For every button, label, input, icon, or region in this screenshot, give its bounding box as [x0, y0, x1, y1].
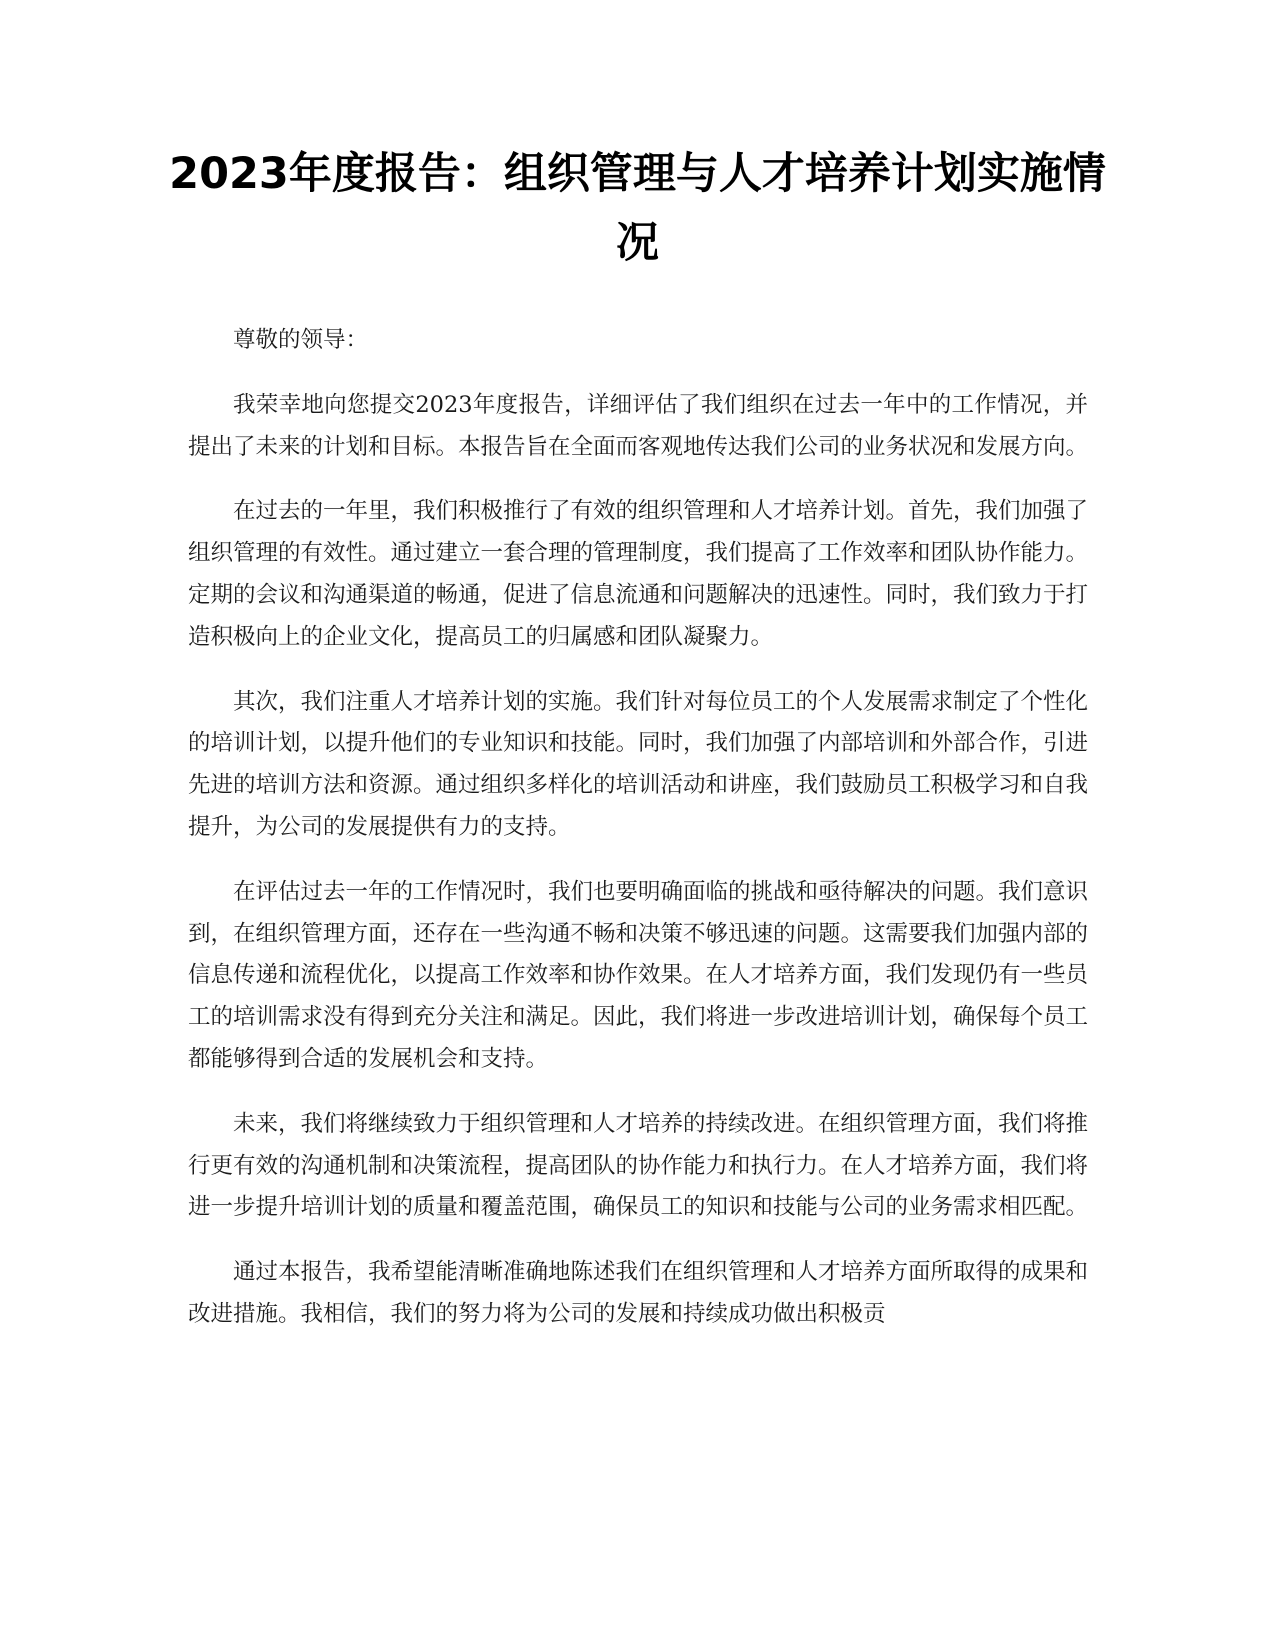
paragraph-talent-training: 其次，我们注重人才培养计划的实施。我们针对每位员工的个人发展需求制定了个性化的培训计划，以提升他们的专业知识和技能。同时，我们加强了内部培训和外部合作，引进先进的培训方法和资源。通过组织多样化的培训活动和讲座，我们鼓励员工积极学习和自我提升，为公司的发展提供有力的支持。	[188, 688, 1089, 840]
paragraph-challenges: 在评估过去一年的工作情况时，我们也要明确面临的挑战和亟待解决的问题。我们意识到，在组织管理方面，还存在一些沟通不畅和决策不够迅速的问题。这需要我们加强内部的信息传递和流程优化，以提高工作效率和协作效果。在人才培养方面，我们发现仍有一些员工的培训需求没有得到充分关注和满足。因此，我们将进一步改进培训计划，确保每个员工都能够得到合适的发展机会和支持。	[188, 878, 1089, 1072]
paragraph-conclusion: 通过本报告，我希望能清晰准确地陈述我们在组织管理和人才培养方面所取得的成果和改进措施。我相信，我们的努力将为公司的发展和持续成功做出积极贡	[188, 1259, 1089, 1327]
paragraph-future-plans: 未来，我们将继续致力于组织管理和人才培养的持续改进。在组织管理方面，我们将推行更有效的沟通机制和决策流程，提高团队的协作能力和执行力。在人才培养方面，我们将进一步提升培训计划的质量和覆盖范围，确保员工的知识和技能与公司的业务需求相匹配。	[188, 1110, 1089, 1221]
document-body	[188, 320, 1088, 1359]
salutation: 尊敬的领导：	[233, 327, 369, 353]
document-title: 2023年度报告：组织管理与人才培养计划实施情况	[169, 149, 1106, 268]
paragraph-intro: 我荣幸地向您提交2023年度报告，详细评估了我们组织在过去一年中的工作情况，并提出了未来的计划和目标。本报告旨在全面而客观地传达我们公司的业务状况和发展方向。	[188, 391, 1089, 460]
paragraph-organization-management: 在过去的一年里，我们积极推行了有效的组织管理和人才培养计划。首先，我们加强了组织管理的有效性。通过建立一套合理的管理制度，我们提高了工作效率和团队协作能力。定期的会议和沟通渠道的畅通，促进了信息流通和问题解决的迅速性。同时，我们致力于打造积极向上的企业文化，提高员工的归属感和团队凝聚力。	[188, 498, 1089, 650]
